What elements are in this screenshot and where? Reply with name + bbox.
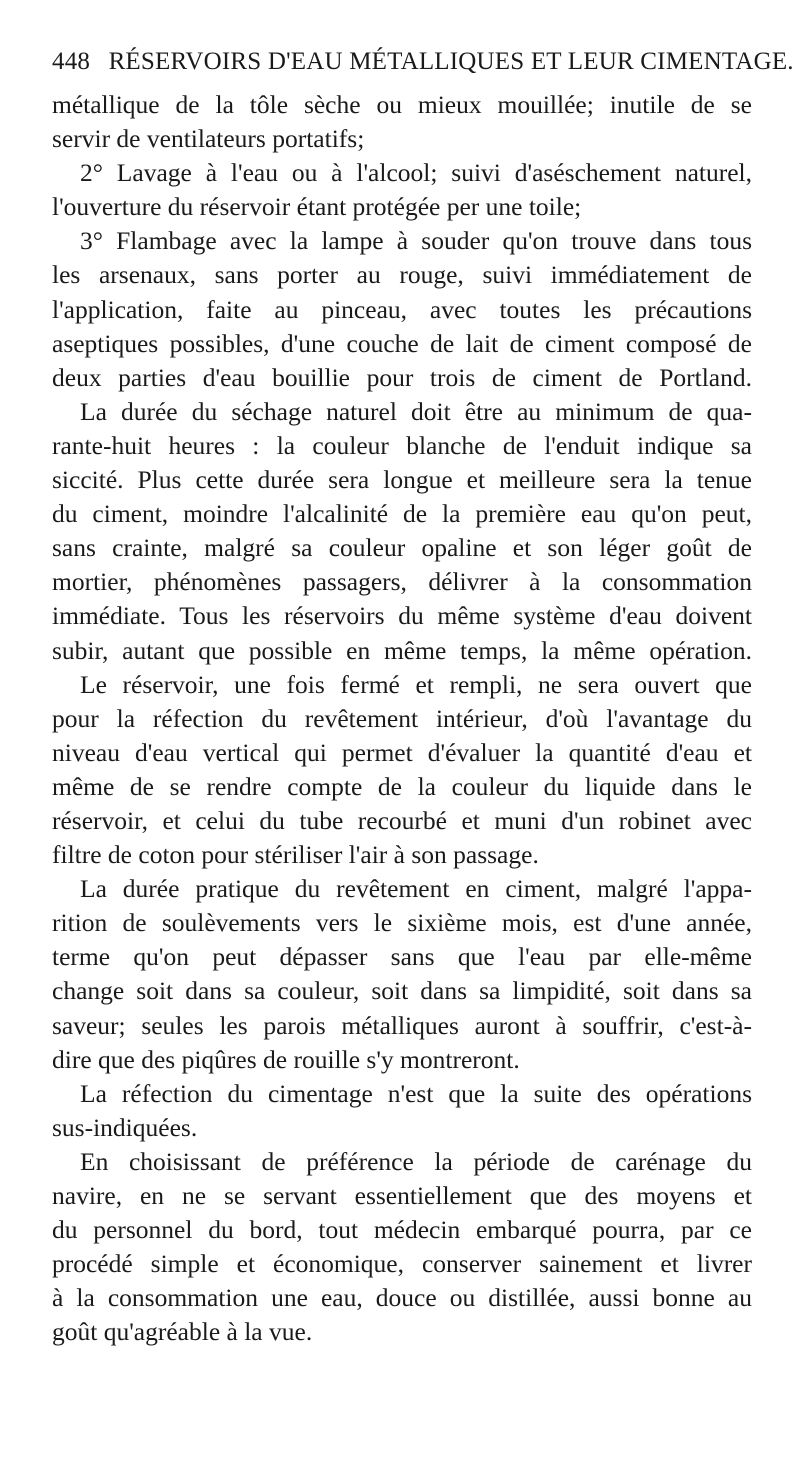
text-line: filtre de coton pour stériliser l'air à son passage. xyxy=(52,840,539,870)
text-line: Le réservoir, une fois fermé et rempli, ne sera ouvert que xyxy=(80,669,752,699)
text-line: La durée du séchage naturel doit être au minimum de qua- xyxy=(80,396,752,426)
text-line: mortier, phénomènes passagers, délivrer à la consommation xyxy=(52,567,752,597)
text-line: immédiate. Tous les réservoirs du même système d'eau doivent xyxy=(52,601,752,631)
text-line: pour la réfection du revêtement intérieur, d'où l'avantage du xyxy=(52,703,752,733)
text-line: même de se rendre compte de la couleur du liquide dans le xyxy=(52,771,752,801)
text-line: siccité. Plus cette durée sera longue et meilleure sera la tenue xyxy=(52,465,752,495)
text-line: saveur; seules les parois métalliques auront à souffrir, c'est-à- xyxy=(52,1010,752,1040)
text-line: goût qu'agréable à la vue. xyxy=(52,1317,313,1347)
text-line: du personnel du bord, tout médecin embarqué pourra, par ce xyxy=(52,1215,752,1245)
text-line: du ciment, moindre l'alcalinité de la première eau qu'on peut, xyxy=(52,499,752,529)
text-line: La réfection du cimentage n'est que la suite des opérations xyxy=(80,1078,752,1108)
text-line: à la consommation une eau, douce ou distillée, aussi bonne au xyxy=(52,1283,752,1313)
text-line: rition de soulèvements vers le sixième mois, est d'une année, xyxy=(52,908,752,938)
text-line: l'application, faite au pinceau, avec toutes les précautions xyxy=(52,294,752,324)
text-line: procédé simple et économique, conserver sainement et livrer xyxy=(52,1249,752,1279)
text-line: sus-indiquées. xyxy=(52,1112,198,1142)
text-line: l'ouverture du réservoir étant protégée per une toile; xyxy=(52,192,582,222)
text-line: change soit dans sa couleur, soit dans sa limpidité, soit dans sa xyxy=(52,976,752,1006)
text-line: niveau d'eau vertical qui permet d'évaluer la quantité d'eau et xyxy=(52,737,752,767)
text-line: les arsenaux, sans porter au rouge, suivi immédiatement de xyxy=(52,260,752,290)
text-line: rante-huit heures : la couleur blanche de l'enduit indique sa xyxy=(52,430,752,460)
text-line: servir de ventilateurs portatifs; xyxy=(52,124,365,154)
text-line: 3° Flambage avec la lampe à souder qu'on trouve dans tous xyxy=(80,226,752,256)
text-line: subir, autant que possible en même temps, la même opération. xyxy=(52,635,752,665)
text-line: terme qu'on peut dépasser sans que l'eau par elle-même xyxy=(52,942,752,972)
text-line: La durée pratique du revêtement en ciment, malgré l'appa- xyxy=(80,874,752,904)
text-line: En choisissant de préférence la période de carénage du xyxy=(80,1146,752,1176)
text-line: deux parties d'eau bouillie pour trois de ciment de Portland. xyxy=(52,362,752,392)
text-line: réservoir, et celui du tube recourbé et muni d'un robinet avec xyxy=(52,805,752,835)
text-line: dire que des piqûres de rouille s'y montreront. xyxy=(52,1044,520,1074)
text-line: sans crainte, malgré sa couleur opaline et son léger goût de xyxy=(52,533,752,563)
text-line: aseptiques possibles, d'une couche de lait de ciment composé de xyxy=(52,328,752,358)
text-line: 2° Lavage à l'eau ou à l'alcool; suivi d'aséschement naturel, xyxy=(80,158,752,188)
running-header xyxy=(52,48,794,76)
text-line: navire, en ne se servant essentiellement que des moyens et xyxy=(52,1181,752,1210)
body-text xyxy=(52,88,752,1349)
running-title: RÉSERVOIRS D'EAU MÉTALLIQUES ET LEUR CIMENTAGE. xyxy=(108,48,794,75)
page-number: 448 xyxy=(52,48,91,75)
text-line: métallique de la tôle sèche ou mieux mouillée; inutile de se xyxy=(52,90,752,119)
